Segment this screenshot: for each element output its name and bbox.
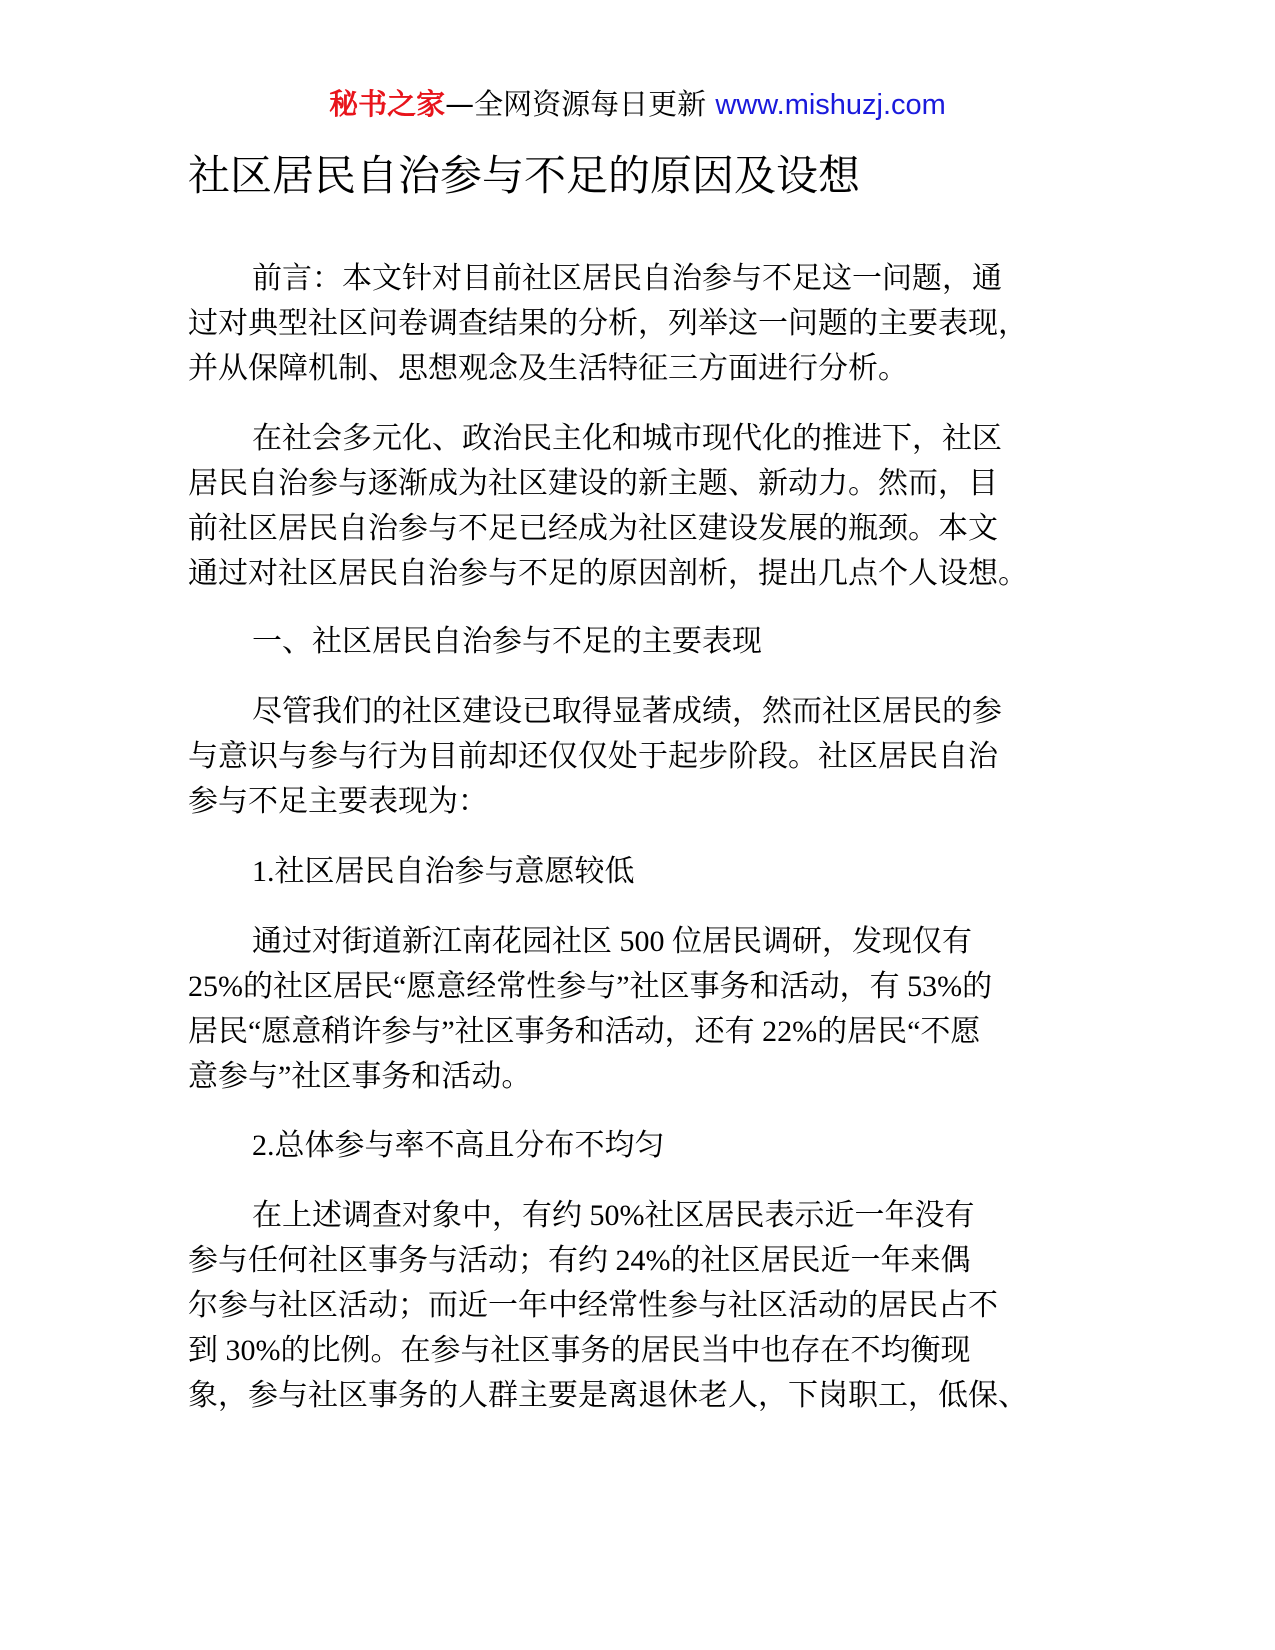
document-title: 社区居民自治参与不足的原因及设想	[188, 151, 861, 200]
site-brand: 秘书之家	[329, 87, 446, 121]
paragraph-line: 25%的社区居民“愿意经常性参与”社区事务和活动，有 53%的	[188, 970, 993, 1003]
paragraph-line: 在社会多元化、政治民主化和城市现代化的推进下，社区	[252, 422, 1002, 455]
paragraph-line: 象，参与社区事务的人群主要是离退休老人，下岗职工，低保、	[188, 1379, 1028, 1412]
subsection-heading: 1.社区居民自治参与意愿较低	[252, 855, 635, 888]
paragraph-line: 过对典型社区问卷调查结果的分析，列举这一问题的主要表现，	[188, 307, 1028, 340]
paragraph-survey	[188, 919, 992, 1099]
paragraph-line: 居民自治参与逐渐成为社区建设的新主题、新动力。然而，目	[188, 467, 998, 500]
paragraph-line: 居民“愿意稍许参与”社区事务和活动，还有 22%的居民“不愿	[188, 1015, 981, 1048]
paragraph-line: 与意识与参与行为目前却还仅仅处于起步阶段。社区居民自治	[188, 740, 998, 773]
paragraph-line: 通过对社区居民自治参与不足的原因剖析，提出几点个人设想。	[188, 557, 1028, 590]
paragraph-preface	[188, 256, 1028, 391]
subsection-heading: 2.总体参与率不高且分布不均匀	[252, 1129, 665, 1162]
site-url-link[interactable]: www.mishuzj.com	[715, 89, 946, 121]
section-heading: 一、社区居民自治参与不足的主要表现	[252, 625, 762, 658]
paragraph-line: 并从保障机制、思想观念及生活特征三方面进行分析。	[188, 352, 908, 385]
paragraph-intro	[188, 416, 1028, 596]
paragraph-line: 通过对街道新江南花园社区 500 位居民调研，发现仅有	[252, 925, 972, 958]
paragraph-line: 前言：本文针对目前社区居民自治参与不足这一问题，通	[252, 262, 1002, 295]
site-tagline: —全网资源每日更新	[445, 87, 707, 121]
site-header	[0, 86, 1275, 123]
paragraph-line: 尽管我们的社区建设已取得显著成绩，然而社区居民的参	[252, 695, 1002, 728]
paragraph-participation	[188, 1193, 1028, 1418]
paragraph-line: 到 30%的比例。在参与社区事务的居民当中也存在不均衡现	[188, 1334, 971, 1367]
paragraph-line: 参与不足主要表现为：	[188, 785, 488, 818]
paragraph-line: 尔参与社区活动；而近一年中经常性参与社区活动的居民占不	[188, 1289, 998, 1322]
paragraph-line: 意参与”社区事务和活动。	[188, 1060, 532, 1093]
paragraph-section-1	[188, 689, 1002, 824]
paragraph-line: 前社区居民自治参与不足已经成为社区建设发展的瓶颈。本文	[188, 512, 998, 545]
paragraph-line: 在上述调查对象中，有约 50%社区居民表示近一年没有	[252, 1199, 975, 1232]
paragraph-line: 参与任何社区事务与活动；有约 24%的社区居民近一年来偶	[188, 1244, 971, 1277]
